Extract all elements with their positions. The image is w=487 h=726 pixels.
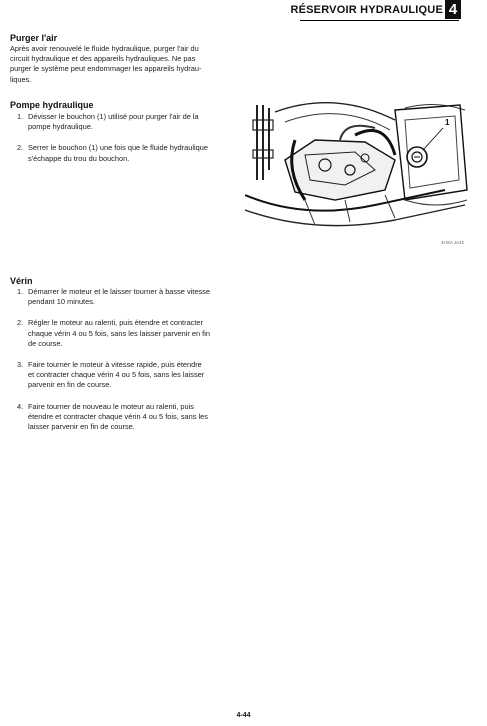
- page-header: [0, 0, 487, 22]
- step-line: chaque vérin 4 ou 5 fois, sans les laisser parvenir en fin: [28, 328, 210, 338]
- purge-air-paragraph: [10, 44, 235, 85]
- step-number: 3.: [17, 360, 24, 370]
- page-number: 4-44: [236, 712, 251, 719]
- pompe-steps-list: [10, 112, 235, 175]
- section-title-purge-air: Purger l'air: [10, 33, 58, 43]
- step-line: et contracter chaque vérin 4 ou 5 fois, sans les laisser: [28, 370, 205, 380]
- step-line: Dévisser le bouchon (1) utilisé pour purger l'air de la: [28, 112, 199, 121]
- step-number: 2.: [17, 143, 24, 153]
- chapter-badge: 4: [445, 0, 461, 19]
- list-item: [10, 360, 235, 391]
- step-number: 4.: [17, 401, 24, 411]
- step-line: pompe hydraulique.: [28, 122, 93, 132]
- pump-illustration: [245, 100, 470, 248]
- step-line: pendant 10 minutes.: [28, 297, 95, 307]
- list-item: [10, 287, 235, 307]
- step-line: Faire tourner de nouveau le moteur au ralenti, puis: [28, 401, 194, 411]
- step-number: 1.: [17, 287, 24, 296]
- step-line: étendre et contracter chaque vérin 4 ou 5 fois, sans les: [28, 411, 208, 421]
- figure-code: 4HXA JA42: [441, 240, 465, 245]
- purge-air-line: liques.: [10, 74, 32, 84]
- list-item: [10, 112, 235, 132]
- step-number: 1.: [17, 112, 24, 121]
- figure-callout-1: 1: [445, 118, 450, 127]
- verin-steps-list: [10, 287, 235, 443]
- section-title-pompe: Pompe hydraulique: [10, 100, 94, 110]
- list-item: [10, 318, 235, 349]
- purge-air-line: circuit hydraulique et des appareils hydrauliques. Ne pas: [10, 54, 196, 64]
- step-line: s'échappe du trou du bouchon.: [28, 153, 130, 163]
- step-line: parvenir en fin de course.: [28, 380, 112, 390]
- step-line: de course.: [28, 338, 63, 348]
- header-rule: [300, 20, 459, 21]
- section-title-verin: Vérin: [10, 276, 33, 286]
- header-title: RÉSERVOIR HYDRAULIQUE: [290, 4, 443, 16]
- step-line: laisser parvenir en fin de course.: [28, 422, 135, 432]
- step-line: Serrer le bouchon (1) une fois que le fluide hydraulique: [28, 143, 208, 153]
- step-line: Régler le moteur au ralenti, puis étendre et contracter: [28, 318, 204, 328]
- list-item: [10, 143, 235, 163]
- purge-air-line: Après avoir renouvelé le fluide hydraulique, purger l'air du: [10, 44, 199, 53]
- step-number: 2.: [17, 318, 24, 328]
- step-line: Démarrer le moteur et le laisser tourner à basse vitesse: [28, 287, 210, 296]
- hydraulic-pump-figure: [245, 100, 470, 248]
- purge-air-line: purger le système peut endommager les appareils hydrau-: [10, 64, 202, 74]
- list-item: [10, 402, 235, 433]
- step-line: Faire tourner le moteur à vitesse rapide, puis étendre: [28, 360, 202, 370]
